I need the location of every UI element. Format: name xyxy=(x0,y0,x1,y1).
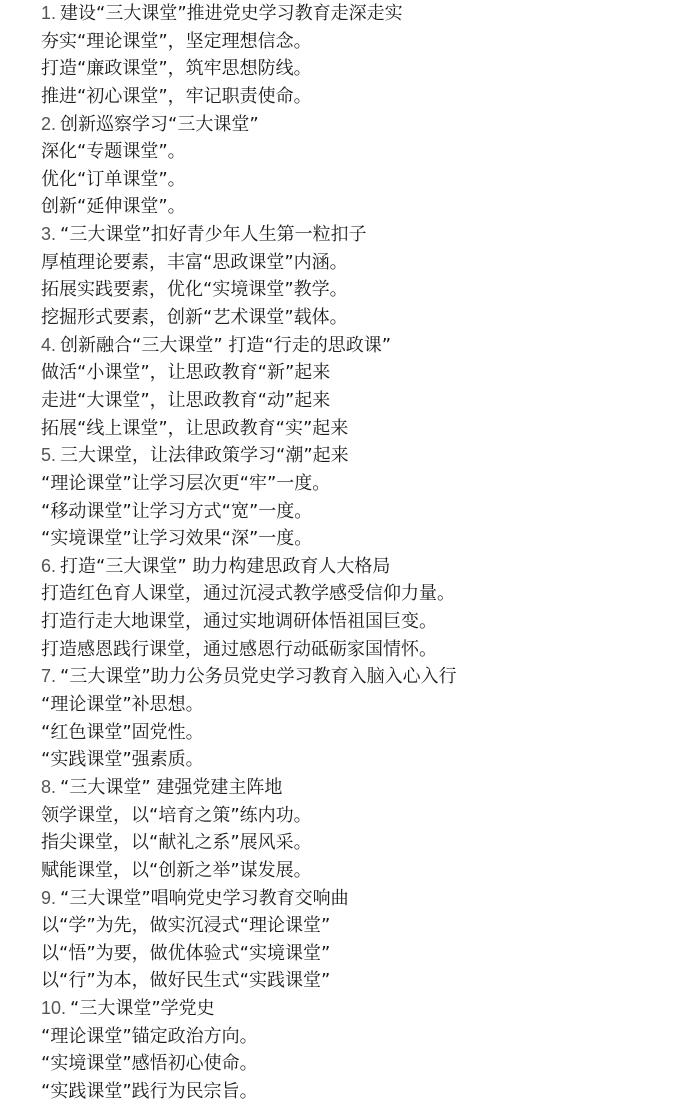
section-heading xyxy=(41,442,681,470)
section-item: 以“学”为先，做实沉浸式“理论课堂” xyxy=(41,915,331,937)
section-item: 挖掘形式要素，创新“艺术课堂”载体。 xyxy=(41,307,348,329)
section-item: 推进“初心课堂”，牢记职责使命。 xyxy=(41,85,312,107)
section-item: “红色课堂”固党性。 xyxy=(41,721,204,743)
section-item: “实境课堂”感悟初心使命。 xyxy=(41,1053,258,1075)
section-item: 拓展实践要素，优化“实境课堂”教学。 xyxy=(41,279,348,301)
section-item: 赋能课堂，以“创新之举”谋发展。 xyxy=(41,859,312,881)
section-item: 创新“延伸课堂”。 xyxy=(41,196,186,218)
section-title: 打造“三大课堂” 助力构建思政育人大格局 xyxy=(60,555,391,577)
section-heading xyxy=(41,332,681,360)
section-heading xyxy=(41,221,681,249)
section-item: 打造行走大地课堂，通过实地调研体悟祖国巨变。 xyxy=(41,611,437,633)
section-heading xyxy=(41,995,681,1023)
section-number: 6. xyxy=(41,555,57,576)
section-item: 厚植理论要素，丰富“思政课堂”内涵。 xyxy=(41,251,348,273)
section-item: “实践课堂”践行为民宗旨。 xyxy=(41,1080,258,1102)
section-number: 3. xyxy=(41,224,57,245)
section-title: 三大课堂，让法律政策学习“潮”起来 xyxy=(60,445,349,467)
section-item: 领学课堂，以“培育之策”练内功。 xyxy=(41,804,312,826)
section-title: “三大课堂”助力公务员党史学习教育入脑入心入行 xyxy=(60,666,457,688)
section-title: 创新融合“三大课堂” 打造“行走的思政课” xyxy=(60,334,392,356)
section-number: 8. xyxy=(41,776,57,797)
section-number: 1. xyxy=(41,3,57,23)
section-heading xyxy=(41,885,681,913)
section-number: 9. xyxy=(41,887,57,908)
section-item: 深化“专题课堂”。 xyxy=(41,141,186,163)
section-item: 夯实“理论课堂”，坚定理想信念。 xyxy=(41,30,312,52)
section-item: 打造感恩践行课堂，通过感恩行动砥砺家国情怀。 xyxy=(41,638,437,660)
section-number: 7. xyxy=(41,666,57,687)
section-item: 以“行”为本，做好民生式“实践课堂” xyxy=(41,970,331,992)
section-item: “理论课堂”让学习层次更“牢”一度。 xyxy=(41,472,331,494)
section-item: 做活“小课堂”，让思政教育“新”起来 xyxy=(41,362,331,384)
section-number: 2. xyxy=(41,113,57,134)
section-title: 创新巡察学习“三大课堂” xyxy=(60,113,259,135)
section-heading xyxy=(41,663,681,691)
section-item: 拓展“线上课堂”，让思政教育“实”起来 xyxy=(41,417,349,439)
section-item: 优化“订单课堂”。 xyxy=(41,168,186,190)
section-heading xyxy=(41,774,681,802)
section-number: 10. xyxy=(41,998,67,1019)
section-item: “移动课堂”让学习方式“宽”一度。 xyxy=(41,500,313,522)
section-item: 以“悟”为要，做优体验式“实境课堂” xyxy=(41,942,331,964)
section-item: 打造“廉政课堂”，筑牢思想防线。 xyxy=(41,58,312,80)
section-item: 指尖课堂，以“献礼之系”展风采。 xyxy=(41,832,312,854)
section-number: 5. xyxy=(41,445,57,466)
section-title: “三大课堂” 建强党建主阵地 xyxy=(60,776,283,798)
section-number: 4. xyxy=(41,334,57,355)
section-item: “理论课堂”锚定政治方向。 xyxy=(41,1025,258,1047)
section-heading xyxy=(41,0,681,28)
section-item: “实践课堂”强素质。 xyxy=(41,749,204,771)
section-item: “理论课堂”补思想。 xyxy=(41,694,204,716)
section-item: 打造红色育人课堂，通过沉浸式教学感受信仰力量。 xyxy=(41,583,455,605)
section-heading xyxy=(41,111,681,139)
section-title: “三大课堂”唱响党史学习教育交响曲 xyxy=(60,887,349,909)
section-heading xyxy=(41,553,681,581)
section-title: 建设“三大课堂”推进党史学习教育走深走实 xyxy=(60,3,403,24)
section-item: 走进“大课堂”，让思政教育“动”起来 xyxy=(41,389,331,411)
section-title: “三大课堂”扣好青少年人生第一粒扣子 xyxy=(60,224,367,246)
section-title: “三大课堂”学党史 xyxy=(70,998,215,1020)
section-item: “实境课堂”让学习效果“深”一度。 xyxy=(41,528,313,550)
document-body xyxy=(41,0,681,1106)
